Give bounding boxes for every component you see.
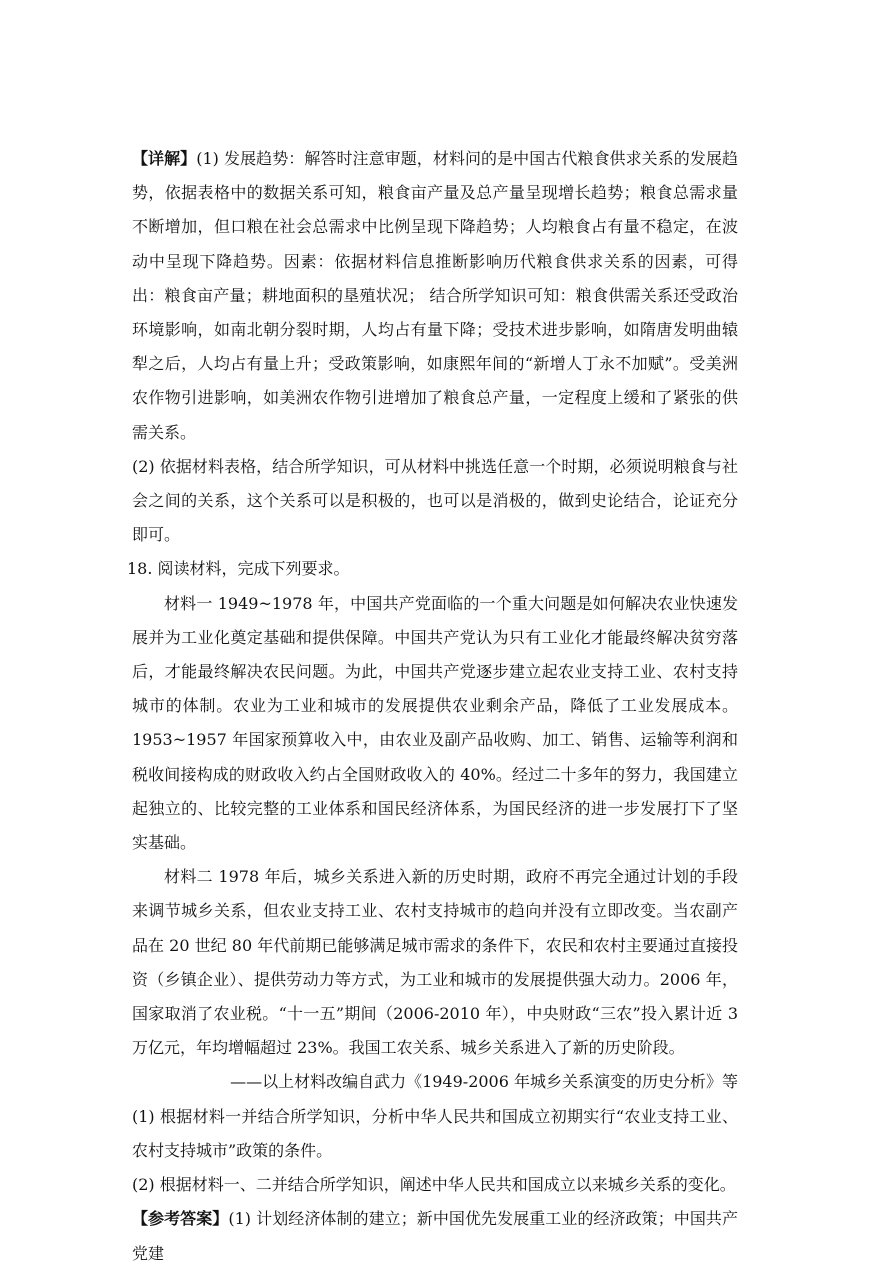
question-title: 18. 阅读材料，完成下列要求。 <box>127 559 350 579</box>
detail-part1-text: (1) 发展趋势：解答时注意审题，材料问的是中国古代粮食供求关系的发展趋势，依据表格中的数据关系可知，粮食亩产量及总产量呈现增长趋势；粮食总需求量不断增加，但口粮在社会总需求中比例呈现下降趋势；人均粮食占有量不稳定，在波动中呈现下降趋势。因素：依据材料信息推断影响历代粮食供求关系的因素，可得出：粮食亩产量；耕地面积的垦殖状况； 结合所学知识可知：粮食供需关系还受政治环境影响，如南北朝分裂时期，人均占有量下降；受技术进步影响，如隋唐发明曲辕犁之后，人均占有量上升；受政策影响，如康熙年间的“新增人丁永不加赋”。受美洲农作物引进影响，如美洲农作物引进增加了粮食总产量，一定程度上缓和了紧张的供需关系。 <box>132 149 738 442</box>
answer-part1-text: (1) 计划经济体制的建立；新中国优先发展重工业的经济政策；中国共产党建 <box>132 1209 738 1263</box>
detail-part1 <box>132 142 738 450</box>
question-1: (1) 根据材料一并结合所学知识，分析中华人民共和国成立初期实行“农业支持工业、农村支持城市”政策的条件。 <box>132 1106 738 1160</box>
detail-tag: 【详解】 <box>132 149 197 168</box>
answer-part1 <box>132 1202 738 1270</box>
detail-part2: (2) 依据材料表格，结合所学知识，可从材料中挑选任意一个时期，必须说明粮食与社会之间的关系，这个关系可以是积极的，也可以是消极的，做到史论结合，论证充分即可。 <box>132 456 738 545</box>
answer-tag: 【参考答案】 <box>132 1209 229 1229</box>
material-one: 材料一 1949~1978 年，中国共产党面临的一个重大问题是如何解决农业快速发展并为工业化奠定基础和提供保障。中国共产党认为只有工业化才能最终解决贫穷落后，才能最终解决农民问题。为此，中国共产党逐步建立起农业支持工业、农村支持城市的体制。农业为工业和城市的发展提供农业剩余产品，降低了工业发展成本。1953~1957 年国家预算收入中，由农业及副产品收购、加工、销售、运输等利润和税收间接构成的财政收入约占全国财政收入的 40%。经过二十多年的努力，我国建立起独立的、比较完整的工业体系和国民经济体系，为国民经济的进一步发展打下了坚实基础。 <box>132 593 738 853</box>
question-2: (2) 根据材料一、二并结合所学知识，阐述中华人民共和国成立以来城乡关系的变化。 <box>132 1175 736 1195</box>
material-two: 材料二 1978 年后，城乡关系进入新的历史时期，政府不再完全通过计划的手段来调节城乡关系，但农业支持工业、农村支持城市的趋向并没有立即改变。当农副产品在 20 世纪 80 年代前期已能够满足城市需求的条件下，农民和农村主要通过直接投资（乡镇企业）、提供劳动力等方式，为工业和城市的发展提供强大动力。2006 年，国家取消了农业税。“十一五”期间（2006-2010 年），中央财政“三农”投入累计近 3 万亿元，年均增幅超过 23%。我国工农关系、城乡关系进入了新的历史阶段。 <box>132 867 738 1058</box>
material-source: ——以上材料改编自武力《1949-2006 年城乡关系演变的历史分析》等 <box>230 1072 738 1092</box>
document-body <box>127 142 738 1271</box>
